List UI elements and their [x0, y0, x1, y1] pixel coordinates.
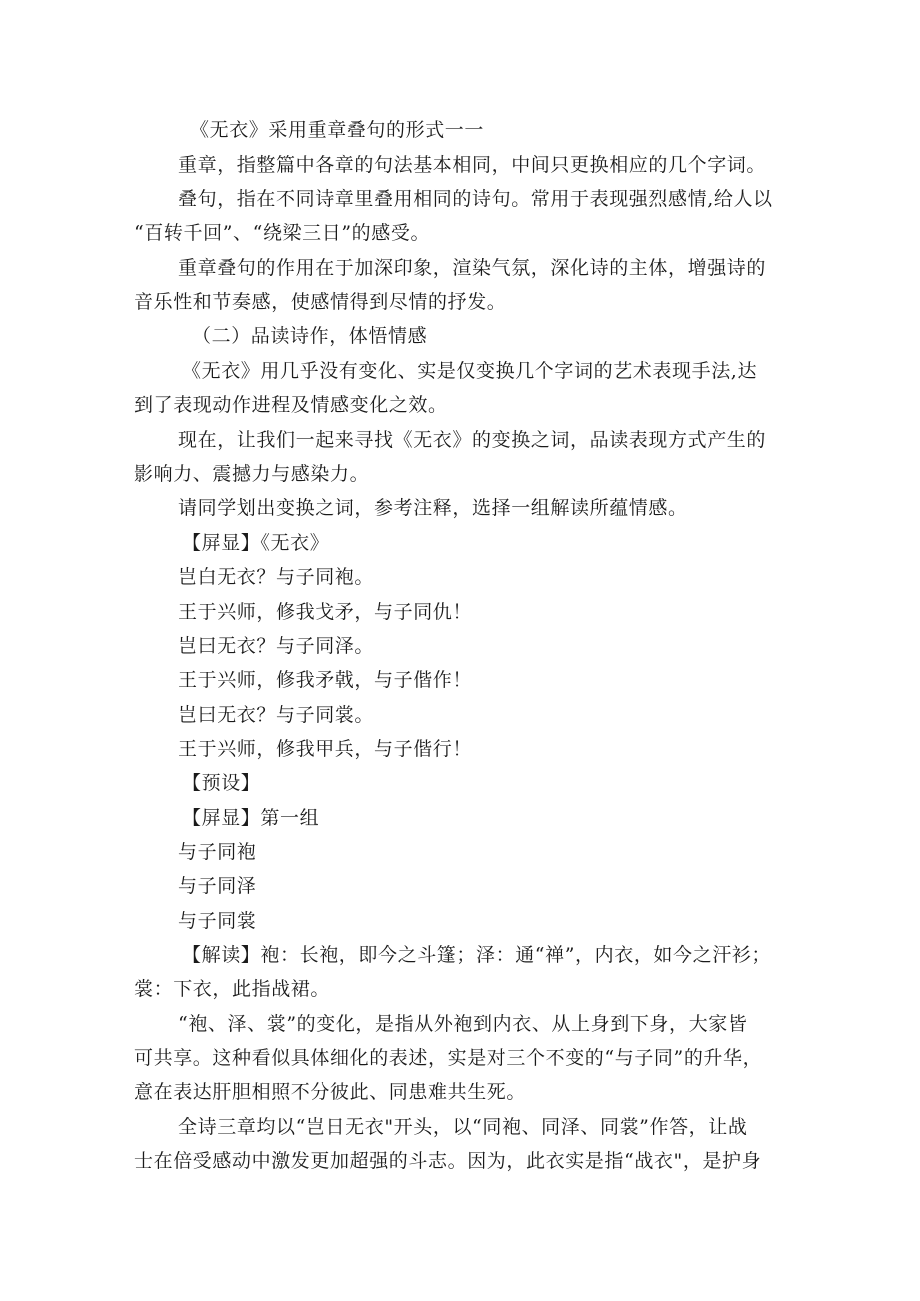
paragraph-line: 音乐性和节奏感，使感情得到尽情的抒发。 [134, 291, 507, 313]
paragraph-line: 重章叠句的作用在于加深印象，渲染气氛，深化诗的主体，增强诗的 [178, 257, 767, 279]
paragraph-line: 现在，让我们一起来寻找《无衣》的变换之词，品读表现方式产生的 [178, 429, 767, 451]
paragraph-line: 《无衣》采用重章叠句的形式一一 [190, 119, 485, 141]
poem-line: 王于兴师，修我甲兵，与子偕行！ [178, 738, 473, 760]
paragraph-line: “袍、泽、裳”的变化，是指从外袍到内衣、从上身到下身，大家皆 [178, 1013, 748, 1035]
paragraph-line: 到了表现动作进程及情感变化之效。 [134, 394, 448, 416]
paragraph-line: 士在倍受感动中激发更加超强的斗志。因为，此衣实是指“战衣"，是护身 [134, 1150, 762, 1172]
phrase-line: 与子同裳 [178, 910, 257, 932]
poem-line: 王于兴师，修我矛戟，与子偕作！ [178, 669, 473, 691]
poem-line: 岂白无衣？与子同袍。 [178, 566, 375, 588]
paragraph-line: 可共享。这种看似具体细化的表述，实是对三个不变的“与子同”的升华， [134, 1047, 763, 1069]
paragraph-line: 意在表达肝胆相照不分彼此、同患难共生死。 [134, 1081, 527, 1103]
preset-label: 【预设】 [182, 772, 261, 794]
poem-line: 岂曰无衣？与子同裳。 [178, 704, 375, 726]
paragraph-line: 请同学划出变换之词，参考注释，选择一组解读所蕴情感。 [178, 497, 688, 519]
screen-display-label: 【屏显】第一组 [182, 807, 320, 829]
paragraph-line: 重章，指整篇中各章的句法基本相同，中间只更换相应的几个字词。 [178, 154, 767, 176]
interpretation-line: 【解读】袍：长袍，即今之斗篷；泽：通“禅”，内衣，如今之汗衫； [182, 944, 772, 966]
interpretation-line: 裳：下衣，此指战裙。 [134, 978, 331, 1000]
poem-line: 岂曰无衣？与子同泽。 [178, 635, 375, 657]
phrase-line: 与子同袍 [178, 841, 257, 863]
paragraph-line: 影响力、震撼力与感染力。 [134, 463, 370, 485]
paragraph-line: 叠句，指在不同诗章里叠用相同的诗句。常用于表现强烈感情,给人以 [178, 188, 773, 210]
phrase-line: 与子同泽 [178, 875, 257, 897]
section-heading: （二）品读诗作，体悟情感 [192, 325, 428, 347]
paragraph-line: 全诗三章均以“岂日无衣"开头，以“同袍、同泽、同裳”作答，让战 [178, 1116, 748, 1138]
paragraph-line: 《无衣》用几乎没有变化、实是仅变换几个字词的艺术表现手法,达 [182, 360, 758, 382]
poem-line: 王于兴师，修我戈矛，与子同仇！ [178, 601, 473, 623]
paragraph-line: “百转千回”、“绕梁三日”的感受。 [134, 222, 431, 244]
screen-display-label: 【屏显】《无衣》 [182, 532, 330, 554]
